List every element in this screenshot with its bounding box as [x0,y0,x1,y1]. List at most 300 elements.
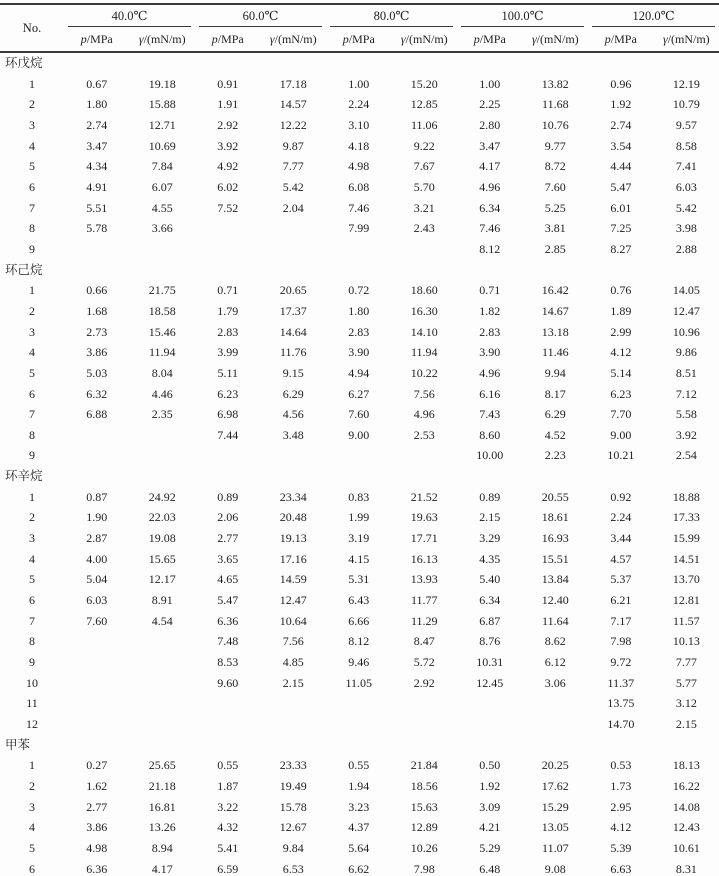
value-cell: 5.72 [413,655,435,670]
value-cell: 15.51 [541,551,569,566]
value-cell: 19.63 [410,510,438,525]
value-cell: 10.76 [541,117,569,132]
value-cell: 11.57 [673,613,700,628]
table-row [0,631,719,652]
value-cell: 23.33 [279,758,307,773]
value-cell: 17.62 [541,778,569,793]
value-cell: 13.84 [541,572,569,587]
value-cell: 1.73 [610,778,632,793]
value-cell: 3.22 [217,799,239,814]
table-row [0,507,719,528]
row-number: 2 [29,510,35,525]
row-number: 3 [29,799,35,814]
value-cell: 0.89 [217,489,239,504]
value-cell: 3.66 [151,221,173,236]
table-row [0,755,719,776]
value-cell: 7.84 [151,159,173,174]
table-row [0,611,719,632]
value-cell: 1.68 [86,303,108,318]
value-cell: 2.92 [217,117,239,132]
value-cell: 10.26 [410,840,438,855]
value-cell: 7.98 [610,634,632,649]
subheader-pressure: p/MPa [588,27,654,52]
value-cell: 14.67 [541,303,569,318]
value-cell: 2.92 [413,675,435,690]
value-cell: 4.46 [151,386,173,401]
value-cell: 8.53 [217,655,239,670]
section-row [0,260,719,281]
value-cell: 3.09 [479,799,501,814]
value-cell: 4.91 [86,179,108,194]
table-row [0,487,719,508]
value-cell: 14.64 [279,324,307,339]
value-cell: 7.60 [86,613,108,628]
value-cell: 5.47 [217,593,239,608]
value-cell: 7.46 [348,200,370,215]
value-cell: 12.40 [541,593,569,608]
value-cell [392,714,458,735]
value-cell: 10.96 [672,324,700,339]
value-cell: 18.13 [672,758,700,773]
value-cell: 0.55 [348,758,370,773]
value-cell: 14.57 [279,97,307,112]
value-cell: 9.00 [348,427,370,442]
value-cell: 6.29 [282,386,304,401]
value-cell: 3.92 [217,138,239,153]
value-cell: 17.18 [279,76,307,91]
value-cell: 15.78 [279,799,307,814]
value-cell [130,631,196,652]
value-cell: 4.32 [217,820,239,835]
value-cell: 1.89 [610,303,632,318]
row-number: 5 [29,365,35,380]
table-row [0,384,719,405]
value-cell: 6.08 [348,179,370,194]
value-cell: 20.48 [279,510,307,525]
table-row [0,693,719,714]
value-cell: 1.87 [217,778,239,793]
value-cell: 4.96 [479,365,501,380]
value-cell: 5.03 [86,365,108,380]
value-cell: 2.43 [413,221,435,236]
value-cell [64,239,130,260]
value-cell: 2.87 [86,531,108,546]
value-cell: 4.17 [151,861,173,876]
value-cell: 17.37 [279,303,307,318]
value-cell: 2.77 [86,799,108,814]
value-cell: 10.69 [148,138,176,153]
value-cell: 3.90 [348,345,370,360]
value-cell: 3.10 [348,117,370,132]
value-cell: 3.19 [348,531,370,546]
value-cell: 7.70 [610,407,632,422]
value-cell: 6.87 [479,613,501,628]
value-cell: 2.95 [610,799,632,814]
value-cell: 5.64 [348,840,370,855]
row-number: 4 [29,345,35,360]
value-cell: 2.23 [544,448,566,463]
value-cell: 11.76 [279,345,307,360]
section-label: 甲苯 [5,737,31,752]
row-number: 5 [29,159,35,174]
value-cell [261,218,327,239]
value-cell: 6.01 [610,200,632,215]
row-number: 7 [29,200,35,215]
value-cell: 7.48 [217,634,239,649]
value-cell: 4.12 [610,345,632,360]
value-cell: 17.71 [410,531,438,546]
value-cell: 18.88 [672,489,700,504]
value-cell: 0.91 [217,76,239,91]
value-cell: 3.21 [413,200,435,215]
value-cell [261,239,327,260]
subheader-pressure: p/MPa [326,27,392,52]
value-cell [326,239,392,260]
value-cell: 10.22 [410,365,438,380]
value-cell: 6.34 [479,200,501,215]
value-cell: 4.56 [282,407,304,422]
value-cell: 2.35 [151,407,173,422]
value-cell: 13.93 [410,572,438,587]
value-cell: 5.11 [217,365,239,380]
row-number: 4 [29,820,35,835]
value-cell: 6.48 [479,861,501,876]
value-cell: 14.10 [410,324,438,339]
value-cell: 7.46 [479,221,501,236]
row-number: 8 [29,427,35,442]
table-row [0,322,719,343]
value-cell: 1.99 [348,510,370,525]
value-cell: 21.18 [148,778,176,793]
value-cell [195,445,261,466]
value-cell: 7.56 [282,634,304,649]
value-cell: 7.77 [282,159,304,174]
table-row [0,198,719,219]
value-cell: 21.75 [148,283,176,298]
value-cell [64,652,130,673]
value-cell: 2.83 [479,324,501,339]
value-cell [64,714,130,735]
value-cell: 2.54 [675,448,697,463]
value-cell: 5.37 [610,572,632,587]
value-cell: 4.57 [610,551,632,566]
value-cell: 0.27 [86,758,108,773]
column-header-no: No. [0,4,64,52]
table-row [0,239,719,260]
value-cell: 6.12 [544,655,566,670]
value-cell: 16.42 [541,283,569,298]
subheader-surface-tension: γ/(mN/m) [130,27,196,52]
value-cell: 4.21 [479,820,501,835]
row-number: 4 [29,138,35,153]
section-row [0,466,719,487]
table-row [0,859,719,876]
value-cell: 13.26 [148,820,176,835]
value-cell: 7.99 [348,221,370,236]
value-cell: 13.75 [607,696,635,711]
table-header [0,4,719,52]
column-header-temp-60: 60.0℃ [195,4,326,27]
row-number: 3 [29,531,35,546]
value-cell: 1.94 [348,778,370,793]
section-row [0,52,719,74]
value-cell: 5.39 [610,840,632,855]
value-cell: 0.53 [610,758,632,773]
value-cell: 15.63 [410,799,438,814]
value-cell: 15.65 [148,551,176,566]
table-row [0,569,719,590]
value-cell: 2.15 [282,675,304,690]
value-cell: 3.23 [348,799,370,814]
value-cell: 16.30 [410,303,438,318]
value-cell: 3.92 [675,427,697,442]
row-number: 7 [29,407,35,422]
row-number: 6 [29,861,35,876]
value-cell: 2.80 [479,117,501,132]
value-cell: 7.52 [217,200,239,215]
value-cell: 11.94 [411,345,438,360]
value-cell [195,218,261,239]
value-cell [130,445,196,466]
value-cell: 0.96 [610,76,632,91]
table-row [0,301,719,322]
value-cell: 6.16 [479,386,501,401]
table-row [0,445,719,466]
value-cell: 0.71 [217,283,239,298]
row-number: 7 [29,613,35,628]
value-cell: 5.78 [86,221,108,236]
value-cell: 9.94 [544,365,566,380]
table-row [0,776,719,797]
row-number: 9 [29,655,35,670]
value-cell: 8.04 [151,365,173,380]
value-cell: 4.52 [544,427,566,442]
value-cell: 6.21 [610,593,632,608]
value-cell: 14.08 [672,799,700,814]
value-cell: 4.15 [348,551,370,566]
row-number: 5 [29,572,35,587]
value-cell: 9.60 [217,675,239,690]
value-cell: 2.74 [610,117,632,132]
table-row [0,425,719,446]
value-cell: 3.06 [544,675,566,690]
value-cell: 4.98 [86,840,108,855]
value-cell: 18.56 [410,778,438,793]
value-cell: 1.79 [217,303,239,318]
table-row [0,838,719,859]
value-cell: 5.41 [217,840,239,855]
value-cell: 11.64 [542,613,569,628]
value-cell: 15.46 [148,324,176,339]
value-cell [195,714,261,735]
value-cell: 13.05 [541,820,569,835]
value-cell: 0.71 [479,283,501,298]
value-cell: 2.88 [675,241,697,256]
value-cell: 4.37 [348,820,370,835]
value-cell: 11.68 [542,97,569,112]
value-cell: 16.93 [541,531,569,546]
value-cell: 6.07 [151,179,173,194]
section-label: 环辛烷 [5,469,43,484]
value-cell: 6.03 [86,593,108,608]
value-cell: 10.61 [672,840,700,855]
value-cell: 7.56 [413,386,435,401]
table-row [0,136,719,157]
value-cell: 4.94 [348,365,370,380]
value-cell: 7.77 [675,655,697,670]
value-cell: 12.47 [279,593,307,608]
value-cell: 11.94 [148,345,176,360]
value-cell: 8.27 [610,241,632,256]
value-cell: 2.53 [413,427,435,442]
value-cell: 6.53 [282,861,304,876]
value-cell: 3.47 [86,138,108,153]
value-cell: 2.99 [610,324,632,339]
value-cell: 14.70 [607,717,635,731]
value-cell: 15.99 [672,531,700,546]
value-cell: 9.00 [610,427,632,442]
value-cell: 4.35 [479,551,501,566]
row-number: 1 [29,76,35,91]
value-cell: 4.96 [479,179,501,194]
value-cell: 5.77 [675,675,697,690]
value-cell: 9.57 [675,117,697,132]
value-cell [64,425,130,446]
value-cell: 16.22 [672,778,700,793]
value-cell: 18.58 [148,303,176,318]
value-cell: 8.60 [479,427,501,442]
value-cell: 3.90 [479,345,501,360]
value-cell: 6.23 [610,386,632,401]
table-row [0,652,719,673]
value-cell: 12.67 [279,820,307,835]
value-cell: 5.14 [610,365,632,380]
value-cell: 2.15 [675,717,697,731]
subheader-surface-tension: γ/(mN/m) [261,27,327,52]
value-cell: 0.89 [479,489,501,504]
value-cell [130,673,196,694]
row-number: 5 [29,840,35,855]
value-cell: 8.76 [479,634,501,649]
value-cell: 11.29 [411,613,438,628]
value-cell: 7.25 [610,221,632,236]
value-cell [130,693,196,714]
value-cell: 12.17 [148,572,176,587]
value-cell: 22.03 [148,510,176,525]
value-cell: 6.36 [86,861,108,876]
value-cell [523,693,589,714]
value-cell: 2.15 [479,510,501,525]
row-number: 1 [29,758,35,773]
value-cell: 7.44 [217,427,239,442]
value-cell: 1.80 [348,303,370,318]
value-cell: 9.84 [282,840,304,855]
table-row [0,115,719,136]
value-cell: 7.17 [610,613,632,628]
value-cell: 16.13 [410,551,438,566]
row-number: 6 [29,179,35,194]
column-header-temp-100: 100.0℃ [457,4,588,27]
row-number: 4 [29,551,35,566]
value-cell: 15.29 [541,799,569,814]
value-cell [130,239,196,260]
subheader-pressure: p/MPa [195,27,261,52]
value-cell: 3.99 [217,345,239,360]
value-cell: 12.45 [476,675,504,690]
value-cell: 4.96 [413,407,435,422]
value-cell: 5.29 [479,840,501,855]
table-row [0,280,719,301]
table-row [0,673,719,694]
table-row [0,404,719,425]
section-label: 环戊烷 [5,56,43,70]
row-number: 2 [29,303,35,318]
value-cell: 2.24 [610,510,632,525]
value-cell: 4.55 [151,200,173,215]
value-cell: 0.87 [86,489,108,504]
value-cell: 4.92 [217,159,239,174]
value-cell: 1.92 [610,97,632,112]
value-cell: 6.27 [348,386,370,401]
value-cell: 13.70 [672,572,700,587]
value-cell: 1.62 [86,778,108,793]
row-number: 2 [29,97,35,112]
value-cell: 3.48 [282,427,304,442]
value-cell: 5.40 [479,572,501,587]
section-row [0,735,719,756]
value-cell: 8.12 [479,241,501,256]
value-cell: 2.77 [217,531,239,546]
value-cell: 12.22 [279,117,307,132]
value-cell: 0.92 [610,489,632,504]
value-cell: 15.88 [148,97,176,112]
value-cell: 4.98 [348,159,370,174]
value-cell: 7.98 [413,861,435,876]
value-cell [523,714,589,735]
value-cell: 9.87 [282,138,304,153]
value-cell [326,693,392,714]
row-number: 9 [29,241,35,256]
subheader-pressure: p/MPa [457,27,523,52]
value-cell: 6.62 [348,861,370,876]
value-cell [392,239,458,260]
value-cell: 4.00 [86,551,108,566]
value-cell [326,445,392,466]
value-cell: 12.85 [410,97,438,112]
value-cell: 23.34 [279,489,307,504]
value-cell: 14.05 [672,283,700,298]
value-cell: 9.77 [544,138,566,153]
value-cell: 0.83 [348,489,370,504]
value-cell: 8.94 [151,840,173,855]
value-cell: 3.44 [610,531,632,546]
value-cell: 2.74 [86,117,108,132]
value-cell [195,239,261,260]
value-cell: 5.58 [675,407,697,422]
value-cell: 1.00 [348,76,370,91]
row-number: 8 [29,634,35,649]
value-cell: 14.51 [672,551,700,566]
subheader-surface-tension: γ/(mN/m) [392,27,458,52]
value-cell: 8.51 [675,365,697,380]
value-cell: 7.12 [675,386,697,401]
value-cell: 11.37 [607,675,635,690]
value-cell: 19.08 [148,531,176,546]
value-cell [261,445,327,466]
value-cell: 10.21 [607,448,635,463]
value-cell: 10.64 [279,613,307,628]
value-cell: 3.81 [544,221,566,236]
